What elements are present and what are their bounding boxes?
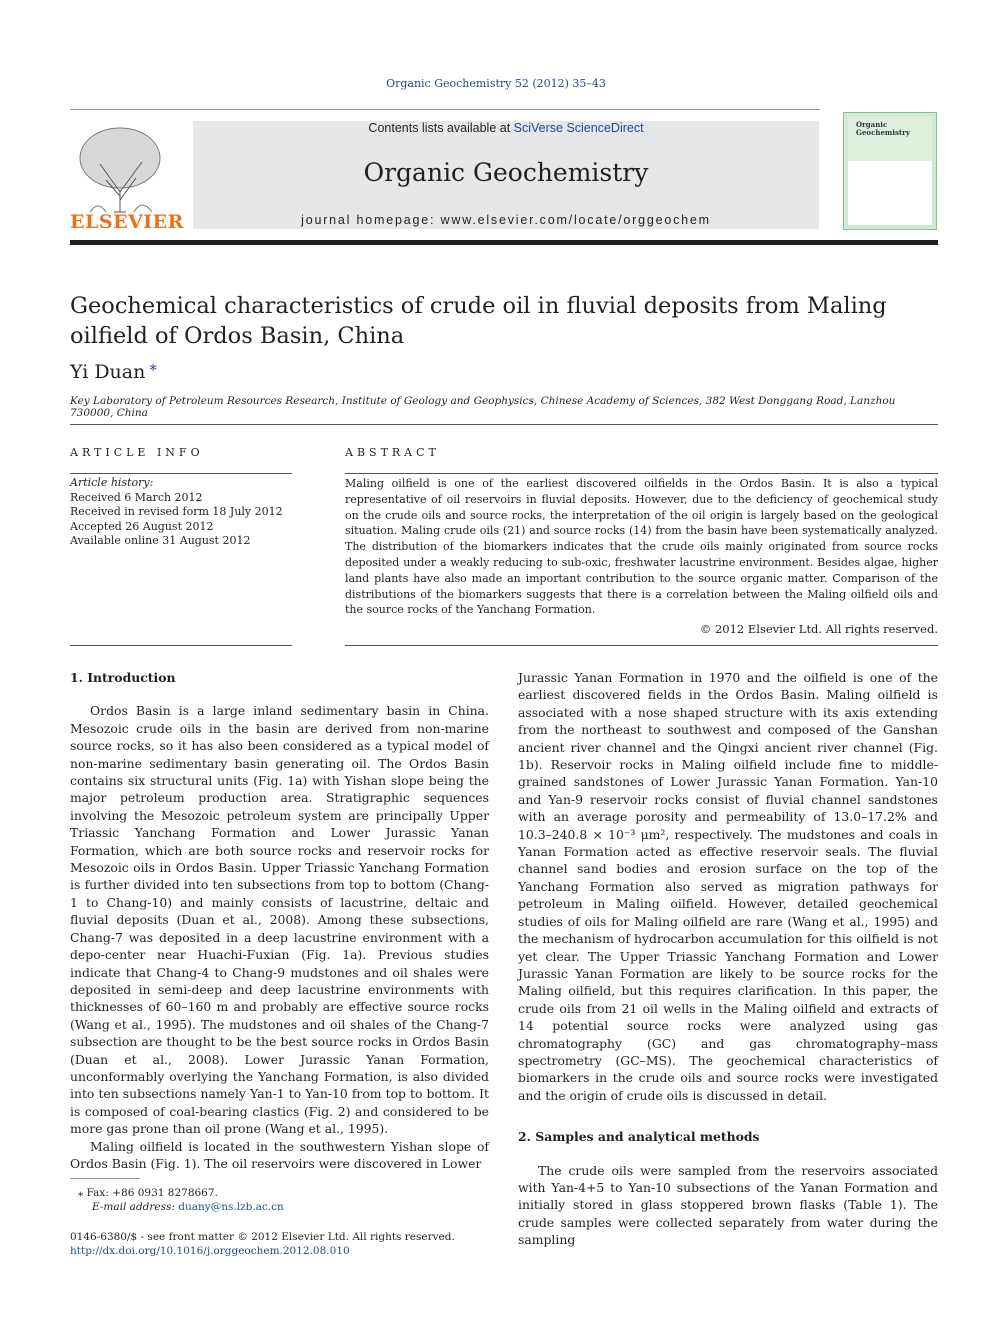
contents-line bbox=[193, 121, 819, 135]
author-name: Yi Duan bbox=[70, 361, 146, 383]
journal-homepage[interactable]: journal homepage: www.elsevier.com/locate/orggeochem bbox=[301, 213, 711, 227]
history-accepted: Accepted 26 August 2012 bbox=[70, 519, 214, 533]
header-thick-rule bbox=[70, 240, 938, 245]
methods-heading: 2. Samples and analytical methods bbox=[518, 1129, 760, 1145]
author-affiliation: Key Laboratory of Petroleum Resources Research, Institute of Geology and Geophysics, Chinese Academy of Sciences, 382 West Donggang Road, Lanzhou 730000, China bbox=[70, 395, 896, 419]
abstract-heading: ABSTRACT bbox=[345, 446, 440, 459]
article-history bbox=[70, 476, 292, 549]
introduction-heading: 1. Introduction bbox=[70, 670, 176, 685]
right-paragraph-1: Jurassic Yanan Formation in 1970 and the oilfield is one of the earliest discovered fields in the Ordos Basin. Maling oilfield is associated with a nose shaped structure with its axis extending from the northeast to southwest and composed of the Ganshan ancient river channel and the Qingxi ancient river channel (Fig. 1b). Reservoir rocks in Maling oilfield include fine to middle-grained sandstones of Lower Jurassic Yanan Formation. Yan-10 and Yan-9 reservoir rocks consist of fluvial channel sandstones with an average porosity and permeability of 13.0–17.2% and 10.3–240.8 × 10⁻³ μm², respectively. The mudstones and coals in Yanan Formation acted as effective reservoir seals. The fluvial channel sand bodies and erosion surface on the top of the Yanchang Formation also served as migration pathways for petroleum in Maling oilfield. However, detailed geochemical studies of oils for Maling oilfield are rare (Wang et al., 1995) and the mechanism of hydrocarbon accumulation for this oilfield is not yet clear. The Upper Triassic Yanchang Formation and Lower Jurassic Yanan Formation are likely to be source rocks for the Maling oilfield, but this requires clarification. In this paper, the crude oils from 21 oil wells in the Maling oilfield and extracts of 14 potential source rocks were analyzed using gas chromatography (GC) and gas chromatography–mass spectrometry (GC–MS). The geochemical characteristics of biomarkers in the crude oils and source rocks were investigated and the origin of crude oils is discussed in detail. bbox=[518, 670, 938, 1103]
journal-citation[interactable]: Organic Geochemistry 52 (2012) 35–43 bbox=[386, 77, 606, 90]
author-line bbox=[70, 361, 157, 383]
abstract-rule bbox=[345, 473, 938, 474]
article-title: Geochemical characteristics of crude oil in fluvial deposits from Maling oilfield of Ordos Basin, China bbox=[70, 293, 887, 349]
footnote-email-label: E-mail address: bbox=[92, 1201, 179, 1213]
history-online: Available online 31 August 2012 bbox=[70, 534, 251, 547]
article-info-bottom-rule bbox=[70, 645, 292, 646]
cover-title: Organic Geochemistry bbox=[856, 120, 910, 137]
footnote-fax: ⁎ Fax: +86 0931 8278667. bbox=[78, 1187, 218, 1199]
sciencedirect-link[interactable]: SciVerse ScienceDirect bbox=[513, 121, 644, 135]
history-revised: Received in revised form 18 July 2012 bbox=[70, 505, 283, 518]
header-rule bbox=[70, 109, 820, 110]
left-column bbox=[70, 669, 489, 1172]
contents-prefix: Contents lists available at bbox=[368, 121, 514, 135]
title-divider bbox=[70, 424, 938, 425]
footnote-email-line bbox=[78, 1200, 498, 1214]
article-info-heading: ARTICLE INFO bbox=[70, 446, 204, 459]
methods-paragraph-1: The crude oils were sampled from the reservoirs associated with Yan-4+5 to Yan-10 subsections of the Yanan Formation and initially stored in glass stoppered brown flasks (Table 1). The crude samples were collected separately from water during the sampling bbox=[518, 1162, 938, 1248]
abstract-text: Maling oilfield is one of the earliest discovered oilfields in the Ordos Basin. It is also a typical representative of oil reservoirs in fluvial deposits. However, due to the deficiency of geochemical study on the crude oils and source rocks, the interpretation of the oil origin is largely based on the geological situation. Maling crude oils (21) and source rocks (14) from the basin have been systematically analyzed. The distribution of the biomarkers indicates that the crude oils mainly originated from source rocks deposited under a weakly reducing to sub-oxic, freshwater lacustrine environment. Besides algae, higher land plants have also made an important contribution to the source organic matter. Comparison of the distributions of the biomarkers suggests that there is a correlation between the Maling oilfield oils and the source rocks of the Yanchang Formation. bbox=[345, 477, 938, 617]
abstract-bottom-rule bbox=[345, 645, 938, 646]
journal-name: Organic Geochemistry bbox=[363, 158, 649, 187]
footnote bbox=[78, 1186, 498, 1214]
right-column bbox=[518, 669, 938, 1249]
doi-link[interactable]: http://dx.doi.org/10.1016/j.orggeochem.2012.08.010 bbox=[70, 1245, 350, 1257]
author-footnote-mark[interactable]: * bbox=[149, 361, 157, 379]
front-matter-issn: 0146-6380/$ - see front matter © 2012 Elsevier Ltd. All rights reserved. bbox=[70, 1231, 455, 1243]
article-info-rule bbox=[70, 473, 292, 474]
journal-cover-thumbnail[interactable] bbox=[843, 112, 937, 230]
elsevier-wordmark[interactable]: ELSEVIER bbox=[70, 211, 184, 233]
history-label: Article history: bbox=[70, 476, 154, 489]
footnote-rule bbox=[70, 1178, 140, 1179]
cover-page bbox=[848, 117, 932, 225]
intro-paragraph-1: Ordos Basin is a large inland sedimentary basin in China. Mesozoic crude oils in the basin are derived from non-marine source rocks, so it has also been considered as a typical model of non-marine sedimentary basin generating oil. The Ordos Basin contains six structural units (Fig. 1a) with Yishan slope being the major petroleum production area. Stratigraphic sequences involving the Mesozoic petroleum system are principally Upper Triassic Yanchang Formation and Lower Jurassic Yanan Formation, which are both source rocks and reservoir rocks for Mesozoic oils in Ordos Basin. Upper Triassic Yanchang Formation is further divided into ten subsections from top to bottom (Chang-1 to Chang-10) and mainly consists of lacustrine, deltaic and fluvial deposits (Duan et al., 2008). Among these subsections, Chang-7 was deposited in a deep lacustrine environment with a depo-center near Huachi-Fuxian (Fig. 1a). Previous studies indicate that Chang-4 to Chang-9 mudstones and oil shales were deposited in semi-deep and deep lacustrine environments with thicknesses of 60–160 m and probably are effective source rocks (Wang et al., 1995). The mudstones and oil shales of the Chang-7 subsection are thought to be the best source rocks in Ordos Basin (Duan et al., 2008). Lower Jurassic Yanan Formation, unconformably overlying the Yanchang Formation, is also divided into ten subsections namely Yan-1 to Yan-10 from top to bottom. It is composed of coal-bearing clastics (Fig. 2) and considered to be more gas prone than oil prone (Wang et al., 1995). bbox=[70, 703, 489, 1137]
intro-paragraph-2: Maling oilfield is located in the southwestern Yishan slope of Ordos Basin (Fig. 1). The oil reservoirs were discovered in Lower bbox=[70, 1138, 489, 1171]
copyright-notice: © 2012 Elsevier Ltd. All rights reserved. bbox=[699, 622, 938, 636]
footnote-email-link[interactable]: duany@ns.lzb.ac.cn bbox=[178, 1201, 284, 1213]
history-received: Received 6 March 2012 bbox=[70, 490, 203, 504]
